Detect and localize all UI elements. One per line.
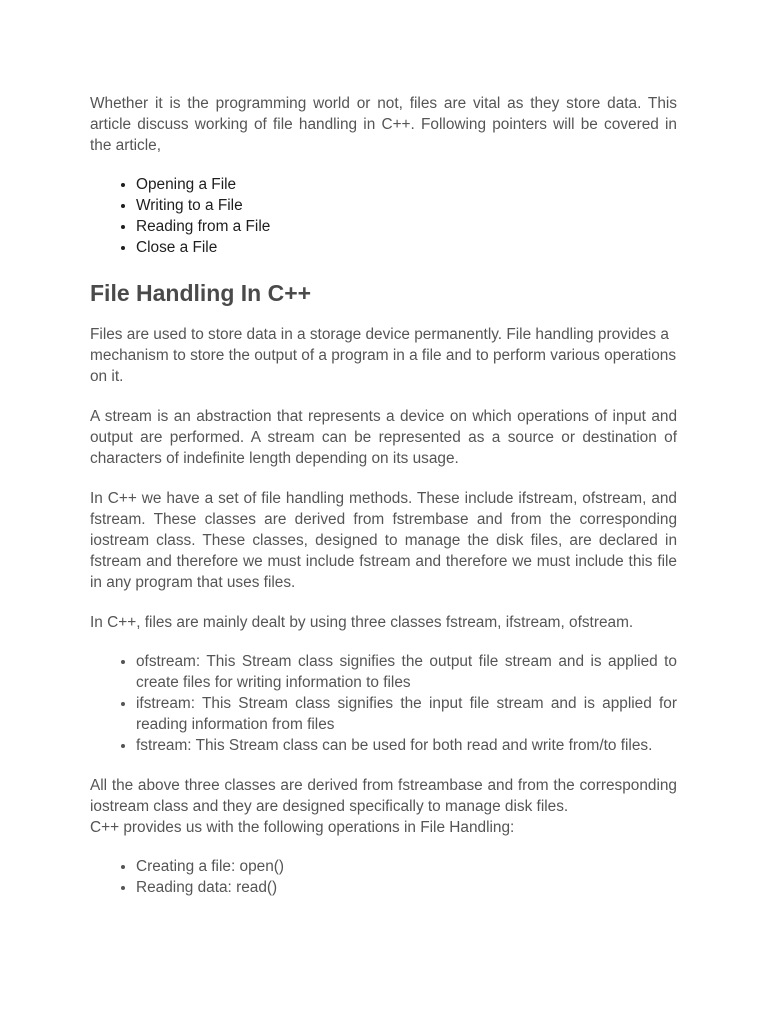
list-item: • ifstream: This Stream class signifies the input file stream and is applied for reading information from files bbox=[136, 693, 677, 735]
list-item: • Creating a file: open() bbox=[136, 856, 677, 877]
operations-list bbox=[90, 856, 677, 898]
paragraph: Files are used to store data in a storage device permanently. File handling provides a mechanism to store the output of a program in a file and to perform various operations on it. bbox=[90, 326, 677, 385]
list-item: • ofstream: This Stream class signifies the output file stream and is applied to create files for writing information to files bbox=[136, 651, 677, 693]
pointers-list bbox=[90, 174, 677, 258]
paragraph: In C++, files are mainly dealt by using three classes fstream, ifstream, ofstream. bbox=[90, 614, 634, 631]
list-item: • fstream: This Stream class can be used for both read and write from/to files. bbox=[136, 735, 677, 756]
list-item: • Writing to a File bbox=[136, 195, 677, 216]
list-item: • Opening a File bbox=[136, 174, 677, 195]
paragraph: A stream is an abstraction that represents a device on which operations of input and output are performed. A stream can be represented as a source or destination of characters of indefinite length depending on its usage. bbox=[90, 408, 677, 467]
article-body bbox=[90, 93, 677, 898]
intro-paragraph: Whether it is the programming world or not, files are vital as they store data. This article discuss working of file handling in C++. Following pointers will be covered in the article, bbox=[90, 95, 677, 154]
paragraph: In C++ we have a set of file handling methods. These include ifstream, ofstream, and fstream. These classes are derived from fstrembase and from the corresponding iostream class. These classes, designed to manage the disk files, are declared in fstream and therefore we must include fstream and therefore we must include this file in any program that uses files. bbox=[90, 490, 677, 591]
summary-paragraph: All the above three classes are derived from fstreambase and from the corresponding iostream class and they are designed specifically to manage disk files. bbox=[90, 777, 677, 815]
list-item: • Reading data: read() bbox=[136, 877, 677, 898]
list-item: • Reading from a File bbox=[136, 216, 677, 237]
section-heading: File Handling In C++ bbox=[90, 280, 312, 306]
list-item: • Close a File bbox=[136, 237, 677, 258]
operations-intro: C++ provides us with the following operations in File Handling: bbox=[90, 819, 515, 836]
classes-list bbox=[90, 651, 677, 756]
